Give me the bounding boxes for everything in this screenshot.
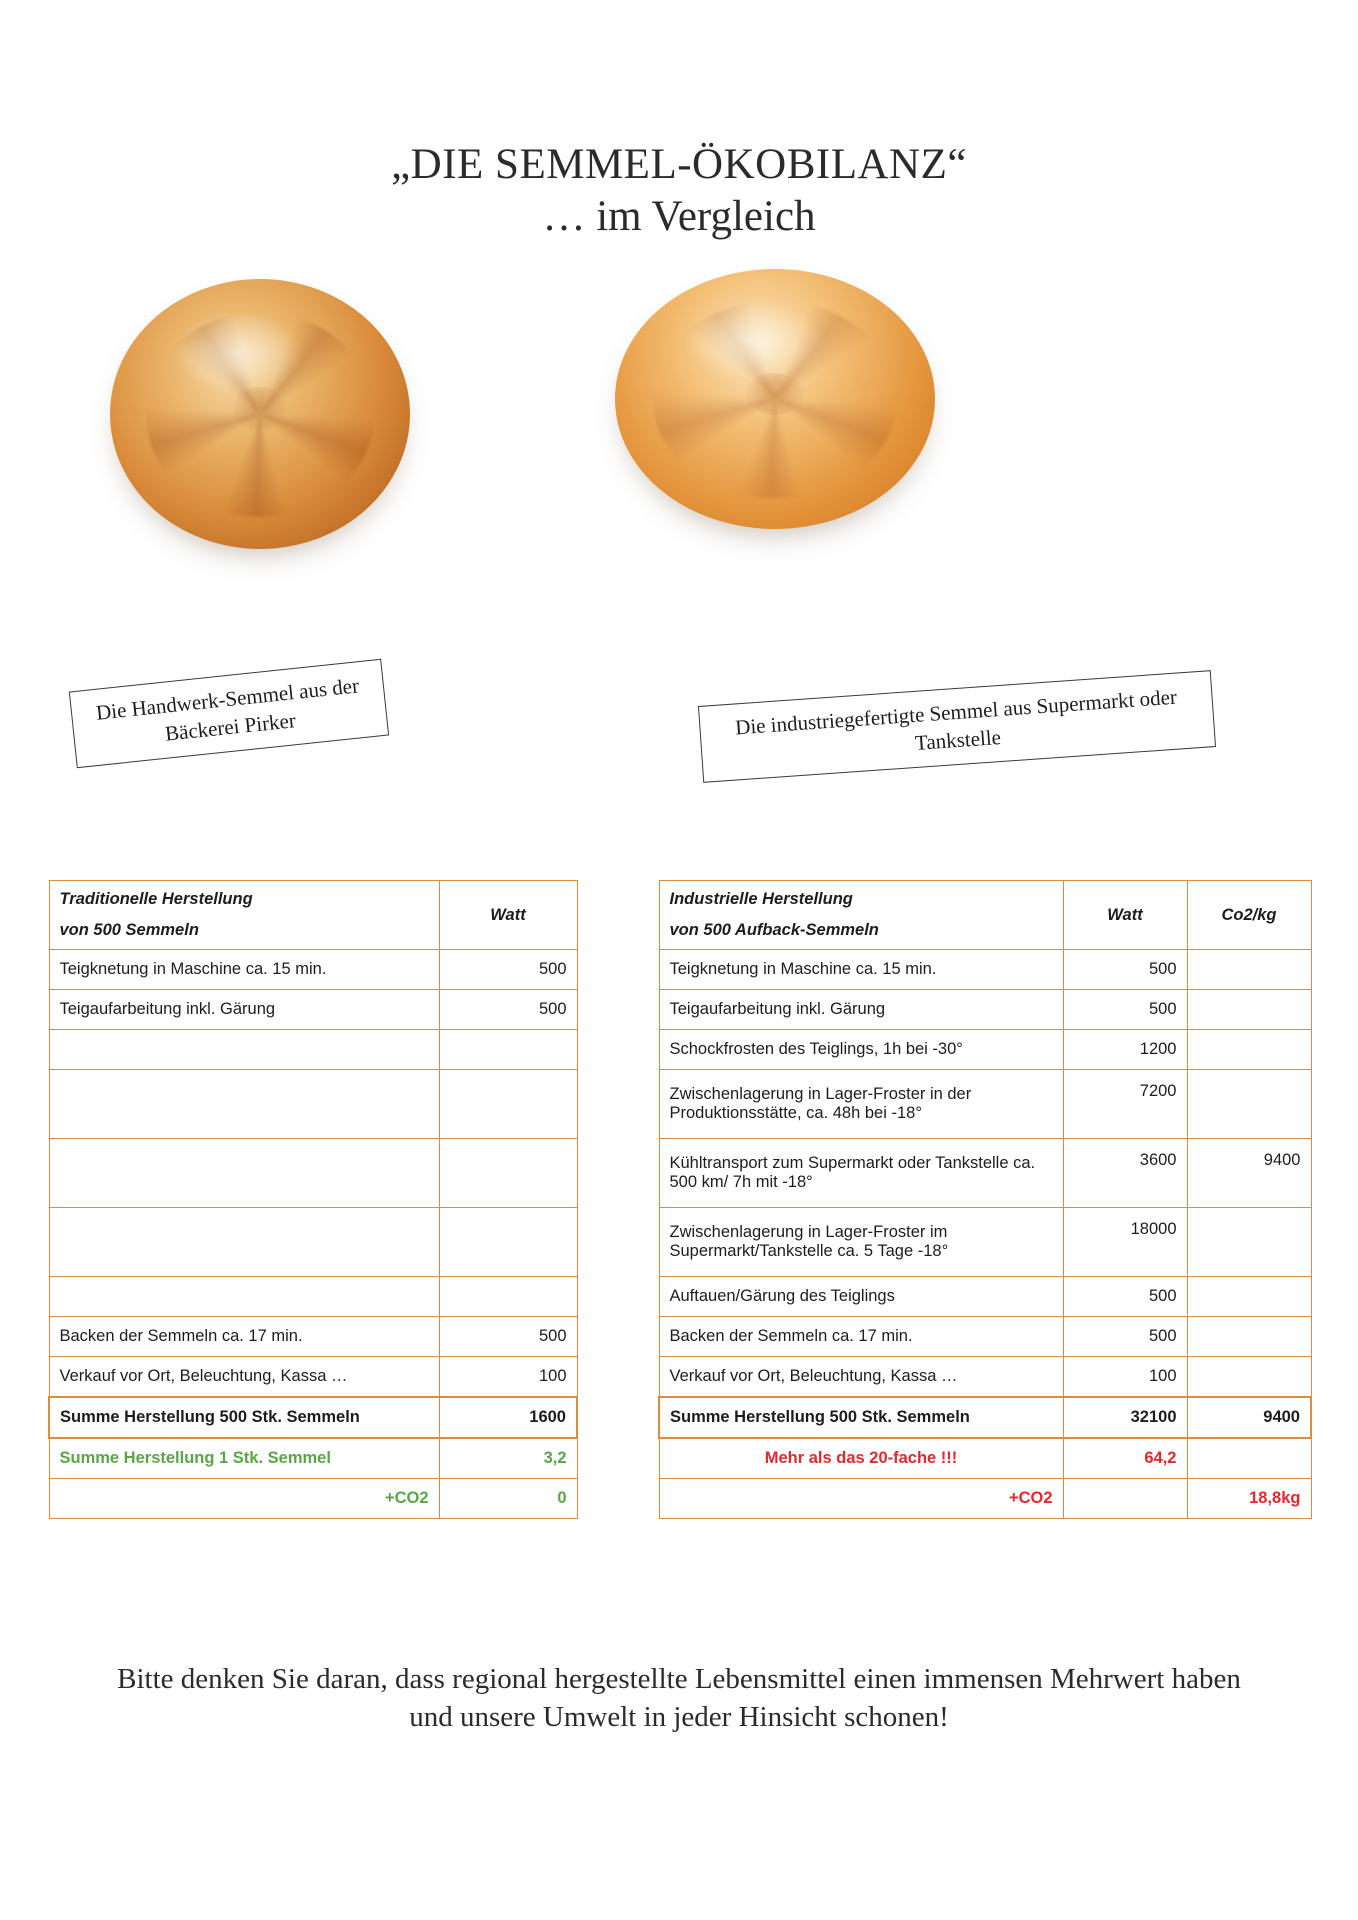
table-right-title-line2: von 500 Aufback-Semmeln	[669, 921, 879, 939]
row-label: Kühltransport zum Supermarkt oder Tankstelle ca. 500 km/ 7h mit -18°	[659, 1139, 1063, 1208]
row-watt: 3600	[1063, 1139, 1187, 1208]
page-title: „DIE SEMMEL-ÖKOBILANZ“	[391, 141, 967, 188]
factor-label: Mehr als das 20-fache !!!	[659, 1438, 1063, 1479]
table-row	[49, 1208, 577, 1277]
row-watt	[439, 1030, 577, 1070]
single-label: Summe Herstellung 1 Stk. Semmel	[49, 1438, 439, 1479]
row-watt: 500	[1063, 1277, 1187, 1317]
caption-handwerk-semmel: Die Handwerk-Semmel aus der Bäckerei Pirker	[69, 659, 389, 769]
row-label	[49, 1208, 439, 1277]
row-label: Teigknetung in Maschine ca. 15 min.	[659, 950, 1063, 990]
table-row	[659, 1317, 1311, 1357]
factor-watt: 64,2	[1063, 1438, 1187, 1479]
single-watt: 3,2	[439, 1438, 577, 1479]
table-row	[49, 1070, 577, 1139]
row-co2	[1187, 1070, 1311, 1139]
sum-watt: 32100	[1063, 1397, 1187, 1438]
row-label: Teigaufarbeitung inkl. Gärung	[659, 990, 1063, 1030]
table-row	[659, 1070, 1311, 1139]
row-watt: 500	[439, 1317, 577, 1357]
page-title-block	[0, 0, 1358, 245]
co2-watt	[1063, 1479, 1187, 1519]
row-watt: 500	[1063, 990, 1187, 1030]
table-co2-row	[659, 1479, 1311, 1519]
table-row	[49, 1357, 577, 1398]
semmel-center-right	[746, 373, 804, 415]
table-row	[659, 1277, 1311, 1317]
row-label: Schockfrosten des Teiglings, 1h bei -30°	[659, 1030, 1063, 1070]
row-watt: 500	[439, 990, 577, 1030]
row-label	[49, 1139, 439, 1208]
table-row	[49, 1030, 577, 1070]
table-right-col-co2: Co2/kg	[1187, 881, 1311, 950]
table-row	[49, 950, 577, 990]
row-watt: 100	[439, 1357, 577, 1398]
table-traditionelle-herstellung	[48, 880, 578, 1519]
sum-co2: 9400	[1187, 1397, 1311, 1438]
semmel-highlight-left	[176, 312, 302, 393]
row-label: Backen der Semmeln ca. 17 min.	[49, 1317, 439, 1357]
co2-value: 0	[439, 1479, 577, 1519]
product-photos	[0, 269, 1358, 579]
table-row	[659, 1208, 1311, 1277]
sum-label: Summe Herstellung 500 Stk. Semmeln	[659, 1397, 1063, 1438]
sum-label: Summe Herstellung 500 Stk. Semmeln	[49, 1397, 439, 1438]
row-label: Teigknetung in Maschine ca. 15 min.	[49, 950, 439, 990]
table-row	[49, 990, 577, 1030]
row-co2: 9400	[1187, 1139, 1311, 1208]
table-single-row	[49, 1438, 577, 1479]
row-watt	[439, 1139, 577, 1208]
table-row	[659, 1030, 1311, 1070]
co2-label: +CO2	[49, 1479, 439, 1519]
handwerk-semmel-photo	[110, 279, 410, 549]
table-row	[49, 1277, 577, 1317]
table-row	[659, 950, 1311, 990]
table-row	[49, 1139, 577, 1208]
row-watt: 18000	[1063, 1208, 1187, 1277]
row-watt: 7200	[1063, 1070, 1187, 1139]
row-label	[49, 1030, 439, 1070]
caption-industrie-semmel: Die industriegefertigte Semmel aus Supermarkt oder Tankstelle	[698, 670, 1216, 783]
row-co2	[1187, 1030, 1311, 1070]
table-left-title	[49, 881, 439, 950]
table-sum-row	[49, 1397, 577, 1438]
row-label: Teigaufarbeitung inkl. Gärung	[49, 990, 439, 1030]
table-right-title-line1: Industrielle Herstellung	[669, 890, 853, 908]
row-co2	[1187, 1357, 1311, 1398]
row-watt	[439, 1208, 577, 1277]
row-label: Verkauf vor Ort, Beleuchtung, Kassa …	[49, 1357, 439, 1398]
row-co2	[1187, 990, 1311, 1030]
row-watt	[439, 1277, 577, 1317]
co2-label: +CO2	[659, 1479, 1063, 1519]
row-watt: 1200	[1063, 1030, 1187, 1070]
row-watt: 500	[1063, 1317, 1187, 1357]
row-watt: 500	[439, 950, 577, 990]
row-label	[49, 1277, 439, 1317]
table-sum-row	[659, 1397, 1311, 1438]
row-co2	[1187, 1277, 1311, 1317]
table-industrielle-herstellung	[658, 880, 1312, 1519]
table-left-col-watt: Watt	[439, 881, 577, 950]
row-label: Auftauen/Gärung des Teiglings	[659, 1277, 1063, 1317]
factor-co2	[1187, 1438, 1311, 1479]
table-header-row	[49, 881, 577, 950]
table-row	[659, 1357, 1311, 1398]
co2-value: 18,8kg	[1187, 1479, 1311, 1519]
semmel-center-left	[233, 387, 287, 430]
table-right-col-watt: Watt	[1063, 881, 1187, 950]
row-co2	[1187, 950, 1311, 990]
table-row	[659, 1139, 1311, 1208]
row-label: Backen der Semmeln ca. 17 min.	[659, 1317, 1063, 1357]
row-watt: 100	[1063, 1357, 1187, 1398]
row-watt	[439, 1070, 577, 1139]
table-row	[659, 990, 1311, 1030]
page-subtitle: … im Vergleich	[542, 193, 816, 241]
table-factor-row	[659, 1438, 1311, 1479]
row-label: Zwischenlagerung in Lager-Froster in der Produktionsstätte, ca. 48h bei -18°	[659, 1070, 1063, 1139]
table-row	[49, 1317, 577, 1357]
row-label	[49, 1070, 439, 1139]
table-header-row	[659, 881, 1311, 950]
footer-message: Bitte denken Sie daran, dass regional hergestellte Lebensmittel einen immensen Mehrwert haben und unsere Umwelt in jeder Hinsicht schonen!	[117, 1663, 1241, 1734]
table-left-title-line1: Traditionelle Herstellung	[59, 890, 253, 908]
industrie-semmel-photo	[615, 269, 935, 529]
row-label: Verkauf vor Ort, Beleuchtung, Kassa …	[659, 1357, 1063, 1398]
row-label: Zwischenlagerung in Lager-Froster im Supermarkt/Tankstelle ca. 5 Tage -18°	[659, 1208, 1063, 1277]
table-right-title	[659, 881, 1063, 950]
table-left-title-line2: von 500 Semmeln	[59, 921, 199, 939]
sum-watt: 1600	[439, 1397, 577, 1438]
row-co2	[1187, 1317, 1311, 1357]
table-co2-row	[49, 1479, 577, 1519]
row-co2	[1187, 1208, 1311, 1277]
semmel-highlight-right	[685, 301, 819, 379]
row-watt: 500	[1063, 950, 1187, 990]
